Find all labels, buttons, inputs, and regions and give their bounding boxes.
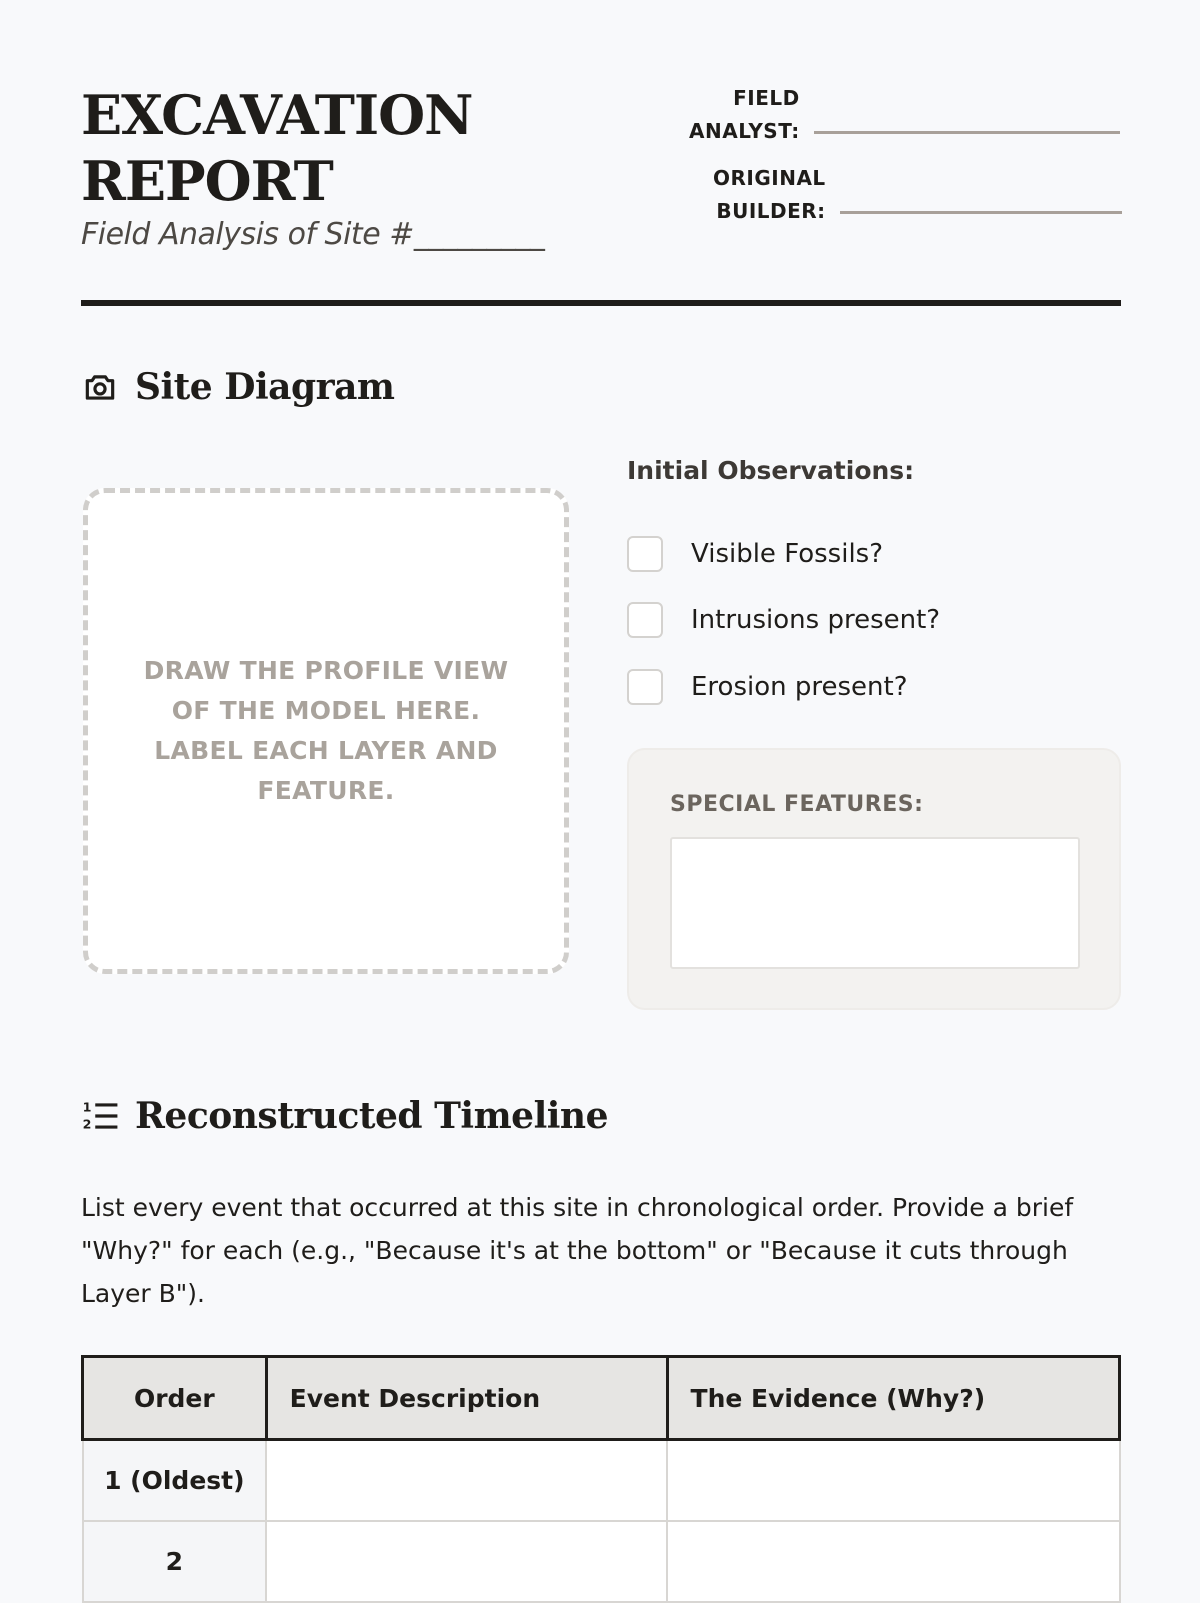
visible-fossils-label: Visible Fossils? bbox=[691, 539, 884, 569]
event-cell[interactable] bbox=[266, 1521, 667, 1602]
original-builder-line[interactable] bbox=[840, 211, 1122, 214]
draw-prompt-line-1: DRAW THE PROFILE VIEW OF THE MODEL HERE. bbox=[143, 656, 509, 725]
numbered-list-icon bbox=[81, 1097, 119, 1135]
draw-prompt bbox=[126, 651, 526, 811]
event-cell[interactable] bbox=[266, 1440, 667, 1522]
observation-intrusions[interactable] bbox=[627, 602, 940, 638]
table-header-row bbox=[83, 1357, 1120, 1440]
field-analyst-label bbox=[689, 82, 800, 148]
svg-text:2: 2 bbox=[82, 1116, 92, 1132]
profile-drawing-area[interactable] bbox=[83, 488, 569, 974]
table-row bbox=[83, 1440, 1120, 1522]
observation-erosion[interactable] bbox=[627, 669, 908, 705]
field-analyst-label-line-1: FIELD bbox=[733, 86, 800, 110]
original-builder-label-line-2: BUILDER: bbox=[716, 199, 826, 223]
column-header-order: Order bbox=[83, 1357, 267, 1440]
column-header-event: Event Description bbox=[266, 1357, 667, 1440]
column-header-evidence: The Evidence (Why?) bbox=[667, 1357, 1119, 1440]
site-diagram-title: Site Diagram bbox=[135, 366, 395, 408]
special-features-input[interactable] bbox=[670, 837, 1080, 969]
special-features-label: SPECIAL FEATURES: bbox=[670, 792, 924, 817]
special-features-panel bbox=[627, 748, 1121, 1010]
intrusions-label: Intrusions present? bbox=[691, 605, 941, 635]
camera-icon bbox=[81, 368, 119, 406]
evidence-cell[interactable] bbox=[667, 1521, 1119, 1602]
header-divider bbox=[81, 300, 1121, 306]
field-analyst-row bbox=[689, 82, 1120, 148]
report-header bbox=[81, 82, 1121, 302]
original-builder-label-line-1: ORIGINAL bbox=[713, 166, 826, 190]
order-cell: 2 bbox=[83, 1521, 267, 1602]
title-line-2: REPORT bbox=[81, 149, 333, 213]
svg-text:1: 1 bbox=[82, 1099, 92, 1115]
field-analyst-line[interactable] bbox=[814, 131, 1120, 134]
order-cell: 1 (Oldest) bbox=[83, 1440, 267, 1522]
erosion-checkbox[interactable] bbox=[627, 669, 663, 705]
title-line-1: EXCAVATION bbox=[81, 83, 473, 147]
page-subtitle: Field Analysis of Site #_________ bbox=[81, 217, 545, 252]
evidence-cell[interactable] bbox=[667, 1440, 1119, 1522]
timeline-table bbox=[81, 1355, 1121, 1603]
timeline-heading bbox=[81, 1095, 608, 1137]
timeline-title: Reconstructed Timeline bbox=[135, 1095, 609, 1137]
erosion-label: Erosion present? bbox=[691, 672, 908, 702]
initial-observations-title: Initial Observations: bbox=[627, 456, 915, 485]
observation-visible-fossils[interactable] bbox=[627, 536, 883, 572]
original-builder-label bbox=[713, 162, 826, 228]
timeline-instructions: List every event that occurred at this site in chronological order. Provide a brief "Why?" for each (e.g., "Because it's at the bottom" or "Because it cuts through Layer B"). bbox=[81, 1193, 1074, 1308]
field-analyst-label-line-2: ANALYST: bbox=[689, 119, 800, 143]
table-row bbox=[83, 1521, 1120, 1602]
site-diagram-heading bbox=[81, 366, 395, 408]
visible-fossils-checkbox[interactable] bbox=[627, 536, 663, 572]
page-title bbox=[81, 82, 641, 214]
original-builder-row bbox=[713, 162, 1122, 228]
draw-prompt-line-2: LABEL EACH LAYER AND FEATURE. bbox=[154, 736, 498, 805]
intrusions-checkbox[interactable] bbox=[627, 602, 663, 638]
